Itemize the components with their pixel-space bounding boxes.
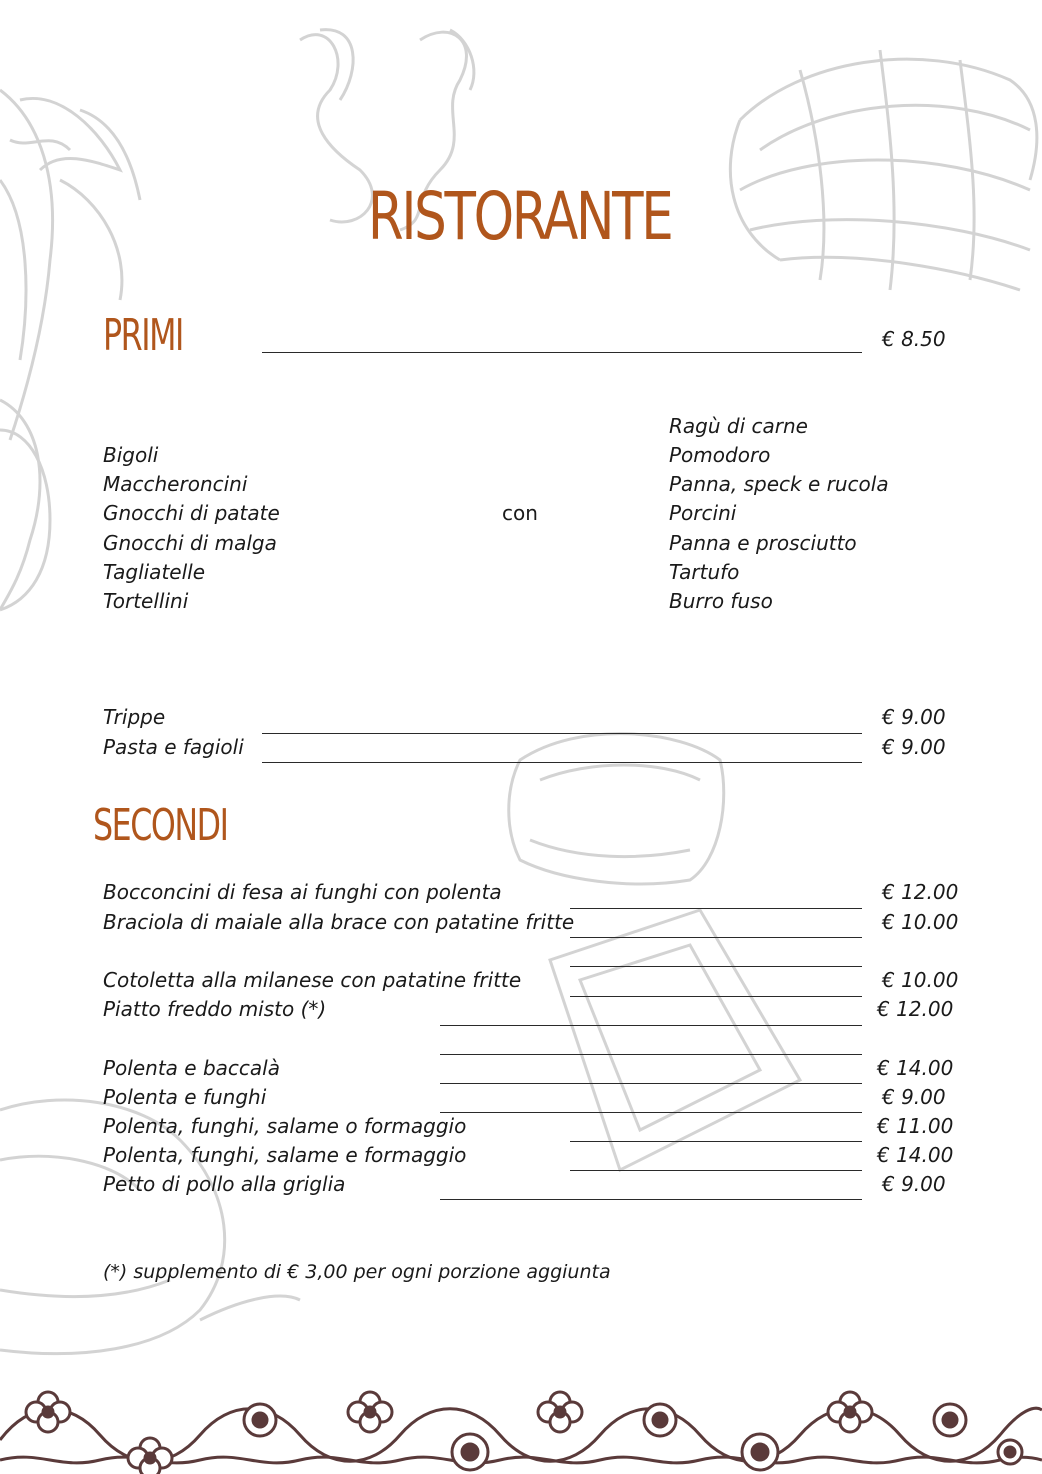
dish-price: € 9.00 bbox=[882, 705, 946, 729]
sauce-item: Panna e prosciutto bbox=[669, 531, 857, 555]
dish-price: € 9.00 bbox=[882, 1085, 946, 1109]
dish-name: Cotoletta alla milanese con patatine fritte bbox=[103, 968, 522, 992]
leader-line bbox=[570, 1141, 862, 1142]
vegetable-sketch-icon bbox=[0, 430, 50, 610]
menu-title: RISTORANTE bbox=[367, 178, 672, 255]
sauce-item: Pomodoro bbox=[669, 443, 771, 467]
dish-name: Polenta, funghi, salame e formaggio bbox=[103, 1143, 467, 1167]
sauce-item: Burro fuso bbox=[669, 589, 773, 613]
dish-price: € 9.00 bbox=[882, 1172, 946, 1196]
leader-line bbox=[440, 1025, 862, 1026]
leader-line bbox=[570, 996, 862, 997]
primi-price: € 8.50 bbox=[882, 327, 946, 351]
pasta-item: Gnocchi di malga bbox=[103, 531, 277, 555]
dish-price: € 12.00 bbox=[882, 880, 959, 904]
dish-price: € 12.00 bbox=[877, 997, 954, 1021]
secondi-heading: SECONDI bbox=[93, 800, 228, 851]
leader-line bbox=[262, 762, 862, 763]
pasta-item: Tagliatelle bbox=[103, 560, 206, 584]
dish-price: € 9.00 bbox=[882, 735, 946, 759]
footnote: (*) supplemento di € 3,00 per ogni porzione aggiunta bbox=[103, 1261, 611, 1283]
dish-name: Bocconcini di fesa ai funghi con polenta bbox=[103, 880, 502, 904]
dish-price: € 14.00 bbox=[877, 1143, 954, 1167]
sauce-item: Panna, speck e rucola bbox=[669, 472, 889, 496]
leader-line bbox=[262, 352, 862, 353]
dish-name: Polenta e baccalà bbox=[103, 1056, 280, 1080]
soup-bowl-sketch-icon bbox=[0, 1100, 300, 1354]
dish-name: Piatto freddo misto (*) bbox=[103, 997, 327, 1021]
pasta-item: Gnocchi di patate bbox=[103, 501, 280, 525]
leader-line bbox=[570, 966, 862, 967]
pasta-item: Maccheroncini bbox=[103, 472, 248, 496]
pasta-item: Tortellini bbox=[103, 589, 189, 613]
ravioli-sketch-icon bbox=[509, 734, 800, 1170]
sauce-item: Porcini bbox=[669, 501, 737, 525]
dish-price: € 14.00 bbox=[877, 1056, 954, 1080]
dish-name: Trippe bbox=[103, 705, 166, 729]
connector-text: con bbox=[502, 501, 538, 525]
primi-heading: PRIMI bbox=[103, 310, 183, 361]
leader-line bbox=[262, 733, 862, 734]
dish-name: Petto di pollo alla griglia bbox=[103, 1172, 346, 1196]
sauce-item: Tartufo bbox=[669, 560, 740, 584]
pasta-item: Bigoli bbox=[103, 443, 159, 467]
dish-price: € 10.00 bbox=[882, 968, 959, 992]
leader-line bbox=[570, 1170, 862, 1171]
dish-price: € 11.00 bbox=[877, 1114, 954, 1138]
leader-line bbox=[440, 1112, 862, 1113]
dish-name: Polenta, funghi, salame o formaggio bbox=[103, 1114, 467, 1138]
floral-border bbox=[0, 1380, 1042, 1474]
dish-name: Polenta e funghi bbox=[103, 1085, 267, 1109]
leader-line bbox=[440, 1083, 862, 1084]
leader-line bbox=[440, 1054, 862, 1055]
leader-line bbox=[570, 908, 862, 909]
leader-line bbox=[440, 1199, 862, 1200]
dish-price: € 10.00 bbox=[882, 910, 959, 934]
sauce-item: Ragù di carne bbox=[669, 414, 808, 438]
leader-line bbox=[570, 937, 862, 938]
dish-name: Pasta e fagioli bbox=[103, 735, 244, 759]
dish-name: Braciola di maiale alla brace con patatine fritte bbox=[103, 910, 575, 934]
